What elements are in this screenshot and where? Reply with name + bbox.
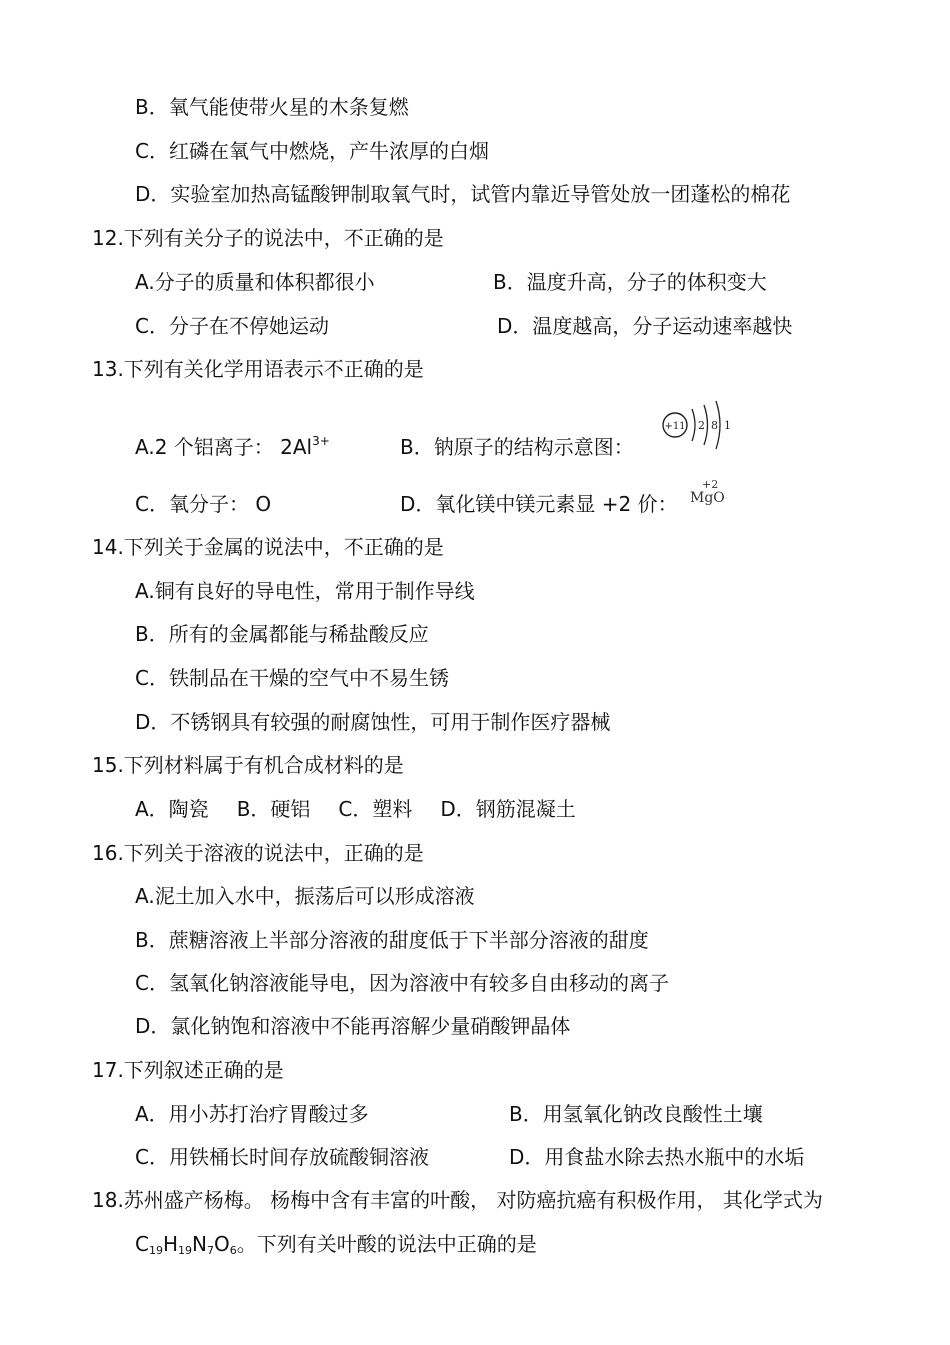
q17-option-d: D．用食盐水除去热水瓶中的水垢 xyxy=(509,1145,805,1169)
mgo-valence: +2 xyxy=(702,478,719,491)
q12-option-b: B．温度升高，分子的体积变大 xyxy=(493,270,767,294)
q11-option-c: C．红磷在氧气中燃烧，产牛浓厚的白烟 xyxy=(135,139,489,163)
q13-option-a-text: A.2 个铝离子： 2Al xyxy=(135,435,313,459)
q18-tail: 。下列有关叶酸的说法中正确的是 xyxy=(236,1232,537,1256)
formula-el-n: N xyxy=(192,1232,207,1256)
formula-n-c: 19 xyxy=(148,1244,163,1257)
mgo-text: MgO xyxy=(690,490,725,506)
q15-option-d: D．钢筋混凝土 xyxy=(440,797,576,821)
q15-stem: 15.下列材料属于有机合成材料的是 xyxy=(92,753,404,777)
formula-n-o: 6 xyxy=(229,1244,237,1257)
q13-charge: 3+ xyxy=(312,434,330,448)
atom-nucleus-label: +11 xyxy=(664,421,686,432)
q18-formula-line xyxy=(135,1230,537,1258)
q14-option-b: B．所有的金属都能与稀盐酸反应 xyxy=(135,622,429,646)
q12-option-a: A.分子的质量和体积都很小 xyxy=(135,270,375,294)
q16-option-b: B．蔗糖溶液上半部分溶液的甜度低于下半部分溶液的甜度 xyxy=(135,928,649,952)
formula-el-c: C xyxy=(135,1232,149,1256)
q17-option-a: A．用小苏打治疗胃酸过多 xyxy=(135,1102,369,1126)
q17-option-b: B．用氢氧化钠改良酸性土壤 xyxy=(509,1102,763,1126)
q16-stem: 16.下列关于溶液的说法中，正确的是 xyxy=(92,841,424,865)
q12-option-c: C．分子在不停她运动 xyxy=(135,314,329,338)
atom-shell-count-1: 2 xyxy=(698,419,705,432)
q15-option-c: C．塑料 xyxy=(338,797,413,821)
atom-shell-arc-1 xyxy=(692,409,695,441)
q13-option-b: B．钠原子的结构示意图： xyxy=(400,435,634,459)
q14-option-d: D．不锈钢具有较强的耐腐蚀性，可用于制作医疗器械 xyxy=(135,710,611,734)
q11-option-b: B．氧气能使带火星的木条复燃 xyxy=(135,95,409,119)
q17-stem: 17.下列叙述正确的是 xyxy=(92,1058,284,1082)
q14-option-c: C．铁制品在干燥的空气中不易生锈 xyxy=(135,666,449,690)
q15-option-b: B．硬铝 xyxy=(236,797,311,821)
q16-option-a: A.泥土加入水中，振荡后可以形成溶液 xyxy=(135,884,475,908)
atom-shell-count-3: 1 xyxy=(724,419,731,432)
atom-shell-count-2: 8 xyxy=(711,419,718,432)
q13-option-c: C．氧分子： O xyxy=(135,492,272,516)
q17-option-c: C．用铁桶长时间存放硫酸铜溶液 xyxy=(135,1145,429,1169)
q15-options xyxy=(135,795,604,823)
mgo-formula xyxy=(690,478,738,512)
sodium-atom-diagram-icon xyxy=(660,397,740,453)
q12-stem: 12.下列有关分子的说法中，不正确的是 xyxy=(92,226,444,250)
q13-option-d: D．氧化镁中镁元素显 +2 价： xyxy=(400,492,678,516)
q11-option-d: D．实验室加热高锰酸钾制取氧气时，试管内靠近导管处放一团蓬松的棉花 xyxy=(135,182,791,206)
formula-n-n: 7 xyxy=(206,1244,214,1257)
q12-option-d: D．温度越高，分子运动速率越快 xyxy=(497,314,793,338)
q16-option-c: C．氢氧化钠溶液能导电，因为溶液中有较多自由移动的离子 xyxy=(135,971,669,995)
formula-el-o: O xyxy=(213,1232,230,1256)
q16-option-d: D．氯化钠饱和溶液中不能再溶解少量硝酸钾晶体 xyxy=(135,1014,571,1038)
formula-n-h: 19 xyxy=(178,1244,193,1257)
q13-stem: 13.下列有关化学用语表示不正确的是 xyxy=(92,357,424,381)
q15-option-a: A．陶瓷 xyxy=(135,797,209,821)
q14-option-a: A.铜有良好的导电性，常用于制作导线 xyxy=(135,579,475,603)
q18-stem: 18.苏州盛产杨梅。 杨梅中含有丰富的叶酸， 对防癌抗癌有积极作用， 其化学式为 xyxy=(92,1188,823,1212)
formula-el-h: H xyxy=(162,1232,179,1256)
q14-stem: 14.下列关于金属的说法中，不正确的是 xyxy=(92,535,444,559)
q13-option-a xyxy=(135,433,330,461)
